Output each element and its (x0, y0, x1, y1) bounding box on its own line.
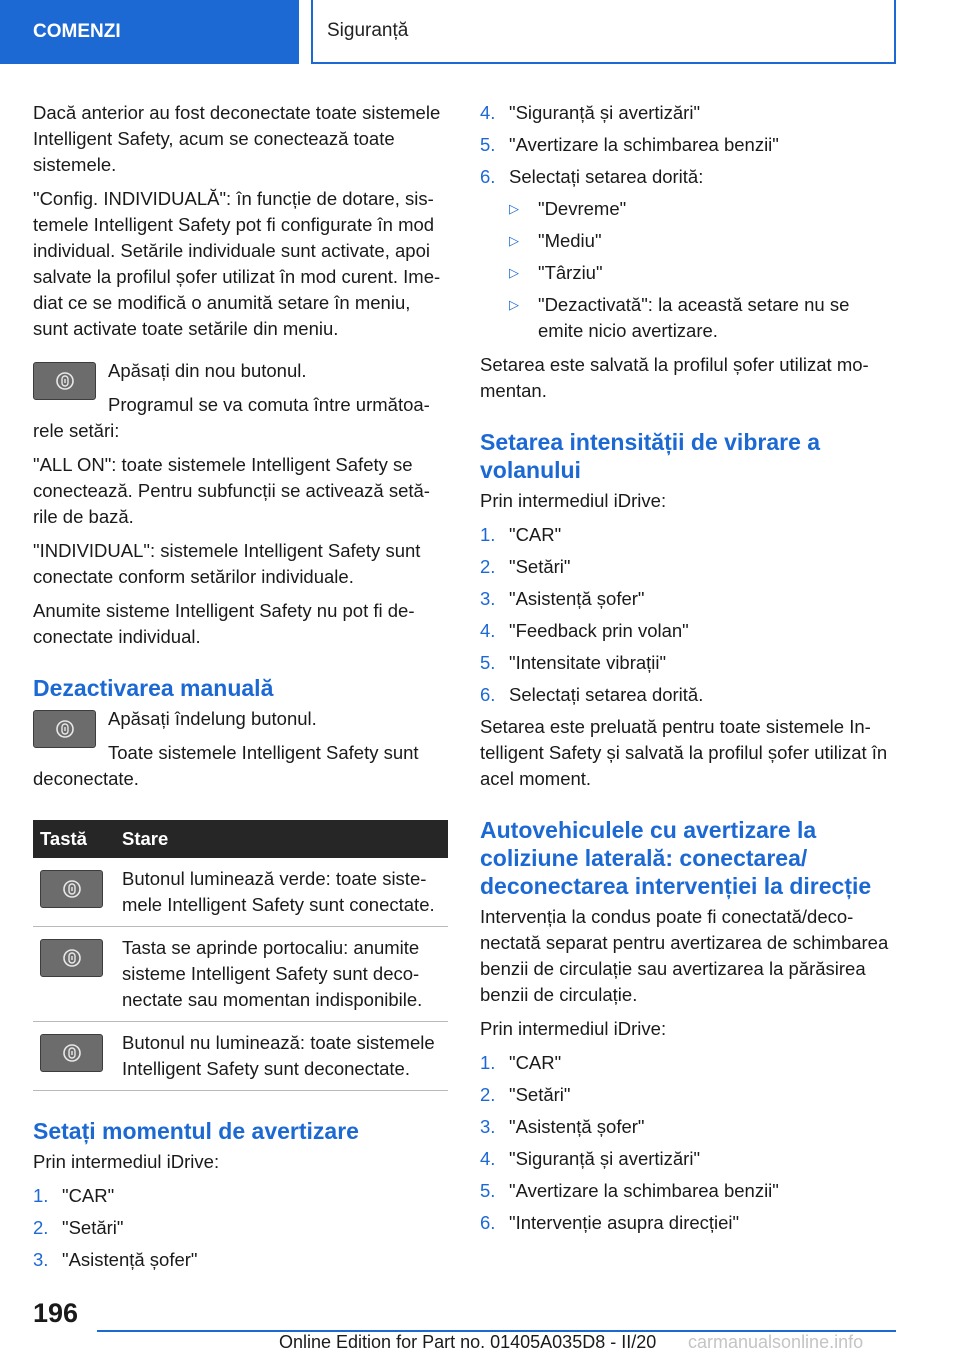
table-row (33, 858, 448, 927)
intelligent-safety-button-icon (40, 870, 103, 908)
table-header-key: Tastă (33, 820, 115, 858)
section-heading: Dezactivarea manuală (33, 675, 274, 701)
steps-list (33, 1183, 448, 1273)
list-item: 6. Selectați setarea dorită: (480, 166, 704, 187)
intelligent-safety-button-icon (33, 362, 96, 400)
edition-note: Online Edition for Part no. 01405A035D8 - II/20 (279, 1332, 657, 1352)
intelligent-safety-button-icon (40, 939, 103, 977)
paragraph: Setarea este preluată pentru toate sistemele Intelligent Safety și salvată la profilul șofer utilizat în acel moment. (480, 716, 888, 789)
list-item: 2. "Setări" (480, 556, 571, 577)
list-item: 2. "Setări" (33, 1217, 124, 1238)
list-item: 4. "Siguranță și avertizări" (480, 1148, 701, 1169)
list-item: ▷ "Târziu" (509, 260, 895, 286)
triangle-right-icon: ▷ (509, 265, 519, 280)
key-state-table (33, 820, 448, 1091)
paragraph: "INDIVIDUAL": sistemele Intelligent Safety sunt conectate conform setărilor individuale. (33, 540, 421, 587)
section-heading: Autovehiculele cu avertizare la coliziune laterală: conectarea/ deconectarea intervenției la direcție (480, 817, 872, 899)
triangle-right-icon: ▷ (509, 297, 519, 312)
paragraph: Prin intermediul iDrive: (480, 490, 667, 511)
paragraph: Intervenția la condus poate fi conectată/deconectată separat pentru avertizarea de schimbarea benzii de circulație sau avertizarea la părăsirea benzii de circulație. (480, 906, 889, 1005)
chapter-tab (311, 0, 896, 64)
list-item: ▷ "Devreme" (509, 196, 895, 222)
list-item: 4. "Siguranță și avertizări" (480, 102, 701, 123)
list-item: 4. "Feedback prin volan" (480, 620, 689, 641)
list-item: 5. "Intensitate vibrații" (480, 652, 667, 673)
section-heading: Setați momentul de avertizare (33, 1118, 359, 1144)
list-item: 3. "Asistență șofer" (480, 1116, 645, 1137)
chapter-title: Siguranță (327, 20, 409, 41)
steps-list (480, 522, 895, 708)
table-row (33, 1022, 448, 1091)
table-cell-state: Tasta se aprinde portocaliu: anumite sisteme Intelligent Safety sunt deconectate sau momentan indisponibile. (115, 927, 448, 1022)
right-column (480, 100, 895, 1242)
paragraph: Apăsați din nou butonul. (108, 360, 307, 381)
list-item: 3. "Asistență șofer" (33, 1249, 198, 1270)
list-item: 6. Selectați setarea dorită. (480, 684, 704, 705)
section-title: COMENZI (33, 21, 121, 42)
table-header-state: Stare (115, 820, 448, 858)
paragraph: "ALL ON": toate sistemele Intelligent Safety se conectează. Pentru subfuncții se activează setările de bază. (33, 454, 430, 527)
paragraph: "Config. INDIVIDUALĂ": în funcție de dotare, sistemele Intelligent Safety pot fi configurate în mod individual. Setările individuale sunt activate, apoi salvate la profilul șofer utilizat în mod curent. Imediat ce se modifică o anumită setare în meniu, sunt activate toate setările din meniu. (33, 188, 441, 339)
list-item: 5. "Avertizare la schimbarea benzii" (480, 1180, 779, 1201)
intelligent-safety-button-icon (33, 710, 96, 748)
list-item: 2. "Setări" (480, 1084, 571, 1105)
paragraph: Dacă anterior au fost deconectate toate sistemele Intelligent Safety, acum se conectează toate sistemele. (33, 102, 441, 175)
triangle-right-icon: ▷ (509, 233, 519, 248)
list-item: 1. "CAR" (480, 1052, 562, 1073)
list-item: 5. "Avertizare la schimbarea benzii" (480, 134, 779, 155)
list-item: ▷ "Mediu" (509, 228, 895, 254)
list-item: ▷ "Dezactivată": la această setare nu se emite nicio avertizare. (509, 292, 895, 344)
paragraph: Anumite sisteme Intelligent Safety nu pot fi deconectate individual. (33, 600, 415, 647)
section-tab (0, 0, 299, 64)
triangle-right-icon: ▷ (509, 201, 519, 216)
table-cell-state: Butonul nu luminează: toate sistemele Intelligent Safety sunt deconectate. (115, 1022, 448, 1091)
paragraph: Toate sistemele Intelligent Safety sunt deconectate. (33, 742, 419, 789)
button-instruction (33, 706, 448, 800)
paragraph: Prin intermediul iDrive: (33, 1151, 220, 1172)
page-number: 196 (33, 1298, 79, 1328)
list-item: 1. "CAR" (33, 1185, 115, 1206)
table-row (33, 927, 448, 1022)
intelligent-safety-button-icon (40, 1034, 103, 1072)
steps-list (480, 100, 895, 190)
steps-list (480, 1050, 895, 1236)
list-item: 6. "Intervenție asupra direcției" (480, 1212, 740, 1233)
left-column (33, 100, 448, 1279)
button-instruction (33, 358, 448, 452)
table-cell-state: Butonul luminează verde: toate sistemele Intelligent Safety sunt conectate. (115, 858, 448, 927)
options-list (509, 196, 895, 344)
paragraph: Setarea este salvată la profilul șofer utilizat momentan. (480, 354, 869, 401)
section-heading: Setarea intensității de vibrare a volanului (480, 429, 821, 483)
list-item: 3. "Asistență șofer" (480, 588, 645, 609)
paragraph: Programul se va comuta între următoarele setări: (33, 394, 430, 441)
paragraph: Apăsați îndelung butonul. (108, 708, 317, 729)
watermark: carmanualsonline.info (688, 1332, 864, 1352)
list-item: 1. "CAR" (480, 524, 562, 545)
paragraph: Prin intermediul iDrive: (480, 1018, 667, 1039)
